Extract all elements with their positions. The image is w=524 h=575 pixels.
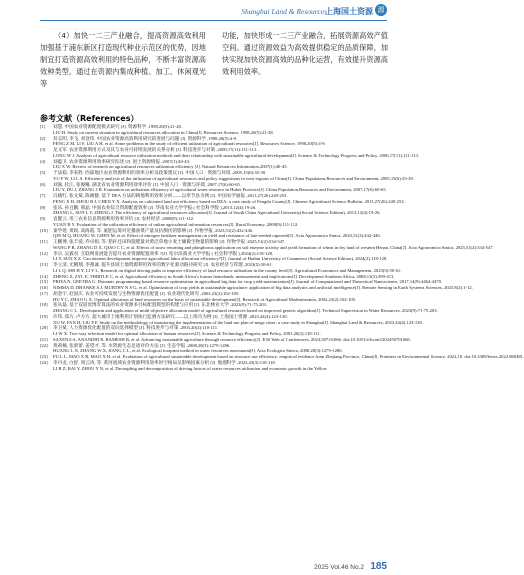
reference-item [40,216,388,228]
reference-number: [19] [40,313,48,319]
reference-line: LIU H. Study on current situation in agricultural resources allocation in China[J]. Resources Science, 1998,20(5):21-28. [53,129,274,135]
reference-line: LIU Y, DU J, ZHANG J B. Estimation on utilization efficiency of agricultural water resource in Hubei Province[J]. China Population,Resources and Environment, 2007,17(6):60-65. [53,187,387,193]
reference-number: [4] [40,158,46,164]
reference-line: 刘慧. 中国农业资源配置模式研究 [J]. 资源科学 ,1998,20(5):21-28. [53,124,183,129]
reference-item [40,124,388,136]
reference-text [53,205,388,217]
reference-item [40,182,388,194]
reference-line: YUAN B Y. Evaluation of the utilization efficiency of online agricultural information resources[J]. Rural Economy, 2008(9):111-112. [53,221,299,227]
reference-item [40,205,388,217]
reference-number: [2] [40,135,46,141]
reference-line: 李卫斌. 人力资源优化配置的双向选择模型 [J]. 科技进步与对策 ,2003,20(2):110-111. [53,325,219,331]
reference-text [53,170,414,182]
reference-number: [6] [40,181,46,187]
reference-number: [12] [40,250,48,256]
reference-text [53,228,388,240]
reference-text [53,325,388,337]
reference-number: [18] [40,302,48,308]
reference-line: 胡金宇, 赵国庆. 农业可持续发展与生物资源优化配置 [J]. 农业现代化研究 ,2002,23(2):102-105. [53,290,240,296]
page-number: 185 [370,561,387,572]
reference-line: LIU X W. Review of research on agricultural resources utilization efficiency [J]. Natural Resources Information,2007(1):40-45. [53,164,288,170]
reference-text [53,147,419,159]
reference-line: LONG W J. Analysis of agricultural resource utilization methods and their relationship with sustainable agricultural development[J]. Science & Technology Progress and Policy, 2000,17(11):111-113. [53,152,419,158]
reference-line: 许伟, 郑方, 卢方方. 超大城市土地利用计划执行监测方法研究——以上海市为例 [J]. 上海国土资源 ,2023,44(4):123-130. [53,313,288,319]
header-divider [40,20,387,21]
reference-line: ZHANG L, SUN L Y, ZHENG J. The efficiency of agricultural resources allocation[J]. Journal of South China Agricultural University(Social Science Edition), 2013,12(4):19-26. [53,210,381,216]
reference-number: [3] [40,147,46,152]
reference-text [53,193,405,205]
reference-number: [16] [40,285,48,290]
reference-number: [5] [40,170,46,175]
reference-number: [11] [40,239,48,244]
reference-item [40,159,388,171]
reference-line: 李立清, 尤腾翔, 李燕诚. 提升县域土地资源利用效率的数字化驱动路径研究 [J]. 农业经济与管理 ,2023(5):50-61. [53,262,273,267]
reference-line: 王鹏博, 张丰爱, 乔卓娟, 等. 秸秆还田和施肥量对黄泛草地小麦土壤微生物量的影响 [J]. 作物学报 ,2025,51(2):534-547. [53,239,286,244]
reference-text [53,360,388,372]
reference-line: ZHANG C L. Development and application of multi-objective allocation model of agricultural resources based on improved genetic algorithm[J]. Technical Supervision in Water Resources, 2023(9):71-75,203. [53,308,438,313]
reference-line: LI L Q, SHI H Y, LI Y L. Research on digital driving paths to improve efficiency of land resource utilization in the county level[J]. Agricultural Economics and Management, 2023(5):50-61. [53,267,402,273]
reference-line: 龙文军. 农业资源利用方式及其与农业可持续发展的关系分析 [J]. 科技进步与对策 ,2000,17(11):111-113. [53,147,258,152]
reference-line: LI R Z, BAI Y, ZHOU Y N, et al. Decoupling and decomposition of driving factors of water resources utilization and economic growth in the Yellow [53,365,327,371]
reference-line: QIN M Q, HUANG W, CHEN M, et al. Effect of nitrogen fertilizer management on yield and resistance of late-seeded rapeseed[J]. Acta Agronomica Sinica, 2023,51(2):432-446. [53,233,381,239]
reference-line: PRIYA N, GEETHA G. Dynamic programming based resource optimization in agricultural big data for crop yield maximization[J]. Journal of Computational and Theoretical Nanoscience, 2017,14(9):4464-4470. [53,279,443,285]
reference-line: 秦学建, 黄政, 高海霞, 等. 氮肥运筹对近播油菜产量及抗倒伏的影响 [J]. 作物学报 ,2023,51(2):432-446. [53,227,254,233]
reference-line: FENG X H, ZHOU B J, CHEN Y X. Analysis on cultivated land use efficiency based on DEA: a case study of Fengdu County[J]. Chinese Agricultural Science Bulletin, 2011,27(26):249-253. [53,198,405,204]
body-column-left [40,30,206,90]
reference-item [40,325,388,337]
reference-number: [7] [40,193,46,198]
reference-item [40,228,388,240]
reference-line: ZHENG Z, ZYL E, THIRTLE C, et al. Agricultural efficiency in South Africa's former homelands: measurement and implications[J]. Development Southern Africa, 2008,13(3):399-413. [53,273,395,279]
reference-line: LI Y, SUN X Z. Can internet development improve agricultural labor allocation efficiency?[J]. Journal of Harbin University of Commerce (Social Science Edition), 2024(2):118-128. [53,256,388,262]
reference-number: [24] [40,359,48,365]
reference-item [40,251,388,263]
reference-number: [22] [40,342,48,348]
reference-text [53,216,388,228]
reference-line: SAXENA A, ANANDHI R, RAMESH B, et al. Advancing sustainable agriculture through resource efficiency[J]. E3S Web of Conferences, 2024,507:01066. doi:10.1051/e3sconf/202450701066. [53,336,411,342]
reference-line: 封志明, 李飞, 刘登伟. 中国农业资源高效利用研究的进展与问题 [J]. 资源科学 ,1998,20(5):4-9. [53,135,238,141]
issue-info: 2025 Vol.46 No.2 [314,564,364,571]
reference-line: 刘渝, 杜江, 张俊飚. 湖北省农业资源利用效率评价 [J]. 中国人口 · 资源与环境 ,2007,17(6):60-65. [53,181,241,187]
body-column-right [222,30,388,78]
reference-text [53,262,401,274]
reference-number: [10] [40,227,48,233]
journal-title-en: Shanghai Land & Resources [241,7,327,16]
reference-text [53,239,494,251]
journal-title-cn: 上海国土资源 [325,7,373,16]
reference-item [40,239,494,251]
reference-line: 张乐, 孙且鹏, 邢晶. 中国农业综合资源配置效率 [J]. 华南农业大学学报 ( 社会科学版 ),2013,12(4):19-26. [53,204,257,210]
reference-list [40,124,524,371]
reference-line: 李丹龙, 白舒, 周云涛, 等. 黄河流域农业资源利用效率时空格局及影响因素分析 [J]. 地理科学 ,2023,43(3):110-118. [53,359,276,365]
reference-number: [21] [40,336,48,342]
reference-item [40,136,388,148]
reference-number: [14] [40,273,48,279]
reference-item [40,302,438,314]
reference-number: [17] [40,290,48,296]
body-paragraph: （4）加快一二三产业融合，提高资源高效利用加强基于浦东新区打造现代种业示范区的优势，因地制宜打造资源高效利用的特色品种，不断丰富资源高效种类型。通过在资源内集成种植、加工、休闲观光等 [40,31,206,88]
reference-number: [9] [40,216,46,221]
journal-logo-icon: 源 [375,4,387,16]
reference-line: FENG Z M, LI F, LIU A H, et al. Some problems in the study of efficient utilization of agricultural resources[J]. Resources Science, 1998,20(5):4-9. [53,141,326,147]
page-footer [0,560,427,575]
references-heading: 参考文献（References） [40,114,139,123]
reference-line: WANG P B, ZHANG D X, QIAO C C, et al. Effects of straw returning and phosphorus application on soil enzyme activity and yield formation of wheat in dry land of western Henan, China[J]. Acta Agronomica Sinica, 2025,51(2):534-547. [53,244,494,250]
reference-line: 李宗, 吴毅君. 互联网发展能否提升农业资源配置效率 ?[J]. 哈尔滨商业大学学报 ( 社会科学版 ),2024(2):118-128. [53,250,274,256]
reference-item [40,193,405,205]
page-header [0,0,427,22]
reference-text [53,251,388,263]
reference-text [53,343,388,355]
reference-number: [15] [40,279,48,285]
reference-line: FU L L, MAO X B, MAO X H, et al. Evaluation of agricultural sustainable development based on resource use efficiency: empirical evidence from Zhejiang Province, China[J]. Frontiers in Environmental Science, 2022,10. doi:10.3389/fenvs.2022.860481. [53,354,524,359]
body-paragraph: 功能，加快形成一二三产业融合，拓展资源高效产值空间。通过资源效益为高效提供稳定的品质保障，加快实现加快资源高效的品种化运营，有效提升资源高效利用效率。 [222,31,388,76]
reference-line: HU Y C, ZHAO G X. Optimal allocation of land resources on the basis of sustainable development[J]. Research of Agricultural Modernization, 2002,23(2):102-105. [53,296,357,302]
reference-text [53,302,438,314]
reference-number: [8] [40,204,46,210]
reference-line: NIMMA D, DHANKE A J, MURTHY N S G, et al. Optimization of crop yields in sustainable agriculture: application of big data analytics and artificial intelligence[J]. Remote Sensing in Earth Systems Sciences, 2025,8(2):1-12. [53,285,473,290]
reference-item [40,291,388,303]
reference-line: 冯晓红, 张文斌, 陈刚健. 基于 DEA 方法的耕地利用效率分析——以奉节县为例 [J]. 中国农学通报 ,2011,27(26):249-253. [53,193,288,198]
reference-line: 袁健云. 用三农业信息资源利用效率评价 [J]. 农村经济 ,2008(9):111-112. [53,216,195,221]
reference-item [40,360,388,372]
reference-line: YU F W, LI L S. Efficiency analysis of the utilization of agricultural resources and policy suggestions in west regions of China[J]. China Population,Resources and Environment, 2005,15(6):35-39. [53,175,414,181]
reference-item [40,313,423,326]
reference-line: HUANG L N, ZHANG W X, JIANG C L, et al. Ecological footprint method in water resources assessment[J]. Acta Ecologica Sinica, 2008,28(3):1279-1286. [53,348,343,354]
reference-line: LI W X. Two-way selection model for optimal allocation of human resources[J]. Science & Technology Progress and Policy, 2003,20(2):110-111. [53,331,321,336]
reference-item [40,343,388,355]
reference-line: 张从磊. 基于双道优博弈算法的农业资源多目标配置模型的构建与应用 [J]. 东北林业大学 ,2023(9):71-75,203. [53,302,267,308]
reference-text [53,124,388,136]
reference-number: [13] [40,262,48,267]
reference-number: [1] [40,124,46,129]
reference-text [53,136,388,148]
reference-number: [20] [40,325,48,331]
reference-number: [23] [40,354,48,359]
reference-text [53,159,388,171]
reference-line: XU W, FAN H, LIU F F. Study on the methodology of monitoring the implementation of the land use plan of mega cities: a case study in Shanghai[J]. Shanghai Land & Resources, 2023,44(4):123-130. [53,319,423,325]
reference-item [40,262,402,274]
reference-text [53,182,388,194]
reference-line: 刘蕴卫. 农业资源利用效率研究综述 [J]. 国土资源情报 ,2007(1):40-43. [53,158,191,164]
reference-text [53,314,423,326]
reference-line: 黄莉楠, 张蕾蕾, 姜望才, 等. 水资源生态足迹评价方法 [J]. 生态学报 ,2008,28(3):1279-1286. [53,342,231,348]
reference-item [40,170,414,182]
reference-item [40,147,419,159]
reference-text [53,291,388,303]
reference-line: 于法稳, 李来胜. 西部地区农业资源利用的效率分析及政策建议 [J]. 中国人口 · 资源与环境 ,2005,15(6):35-39. [53,170,267,175]
